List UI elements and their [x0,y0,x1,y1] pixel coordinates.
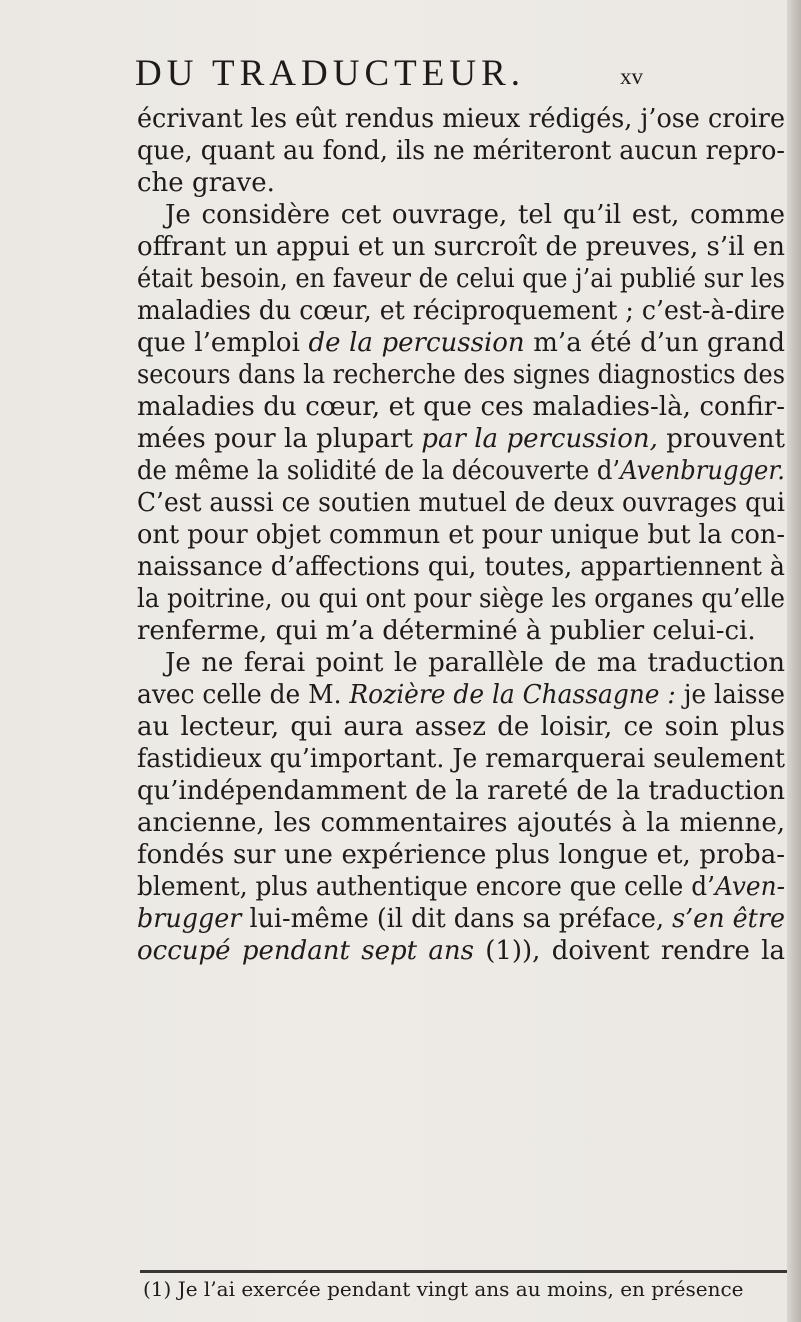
footnote: (1) Je l’ai exercée pendant vingt ans au moins, en présence [143,1277,744,1301]
text-line: était besoin, en faveur de celui que j’ai publié sur les [137,264,785,294]
page-number: xv [620,64,643,89]
footnote-rule [140,1270,787,1273]
text-line: Je ne ferai point le parallèle de ma traduction [165,648,785,678]
text-line: maladies du cœur, et que ces maladies-là, confir- [137,392,785,422]
text-line: secours dans la recherche des signes diagnostics des [137,360,785,390]
text-line: que l’emploi de la percussion m’a été d’un grand [137,328,786,358]
text-line: mées pour la plupart par la percussion, prouvent [137,424,785,454]
text-line: che grave. [137,168,275,198]
text-line: qu’indépendamment de la rareté de la traduction [137,776,785,806]
text-line: écrivant les eût rendus mieux rédigés, j’ose croire [137,104,785,134]
text-line: Je considère cet ouvrage, tel qu’il est, comme [165,200,785,230]
text-line: au lecteur, qui aura assez de loisir, ce soin plus [137,712,785,742]
running-title: DU TRADUCTEUR. [135,53,525,94]
text-line: brugger lui-même (il dit dans sa préface, s’en être [137,904,785,934]
text-line: fondés sur une expérience plus longue et, proba- [137,840,785,870]
text-line: renferme, qui m’a déterminé à publier celui-ci. [137,616,756,646]
text-line: C’est aussi ce soutien mutuel de deux ouvrages qui [137,488,785,518]
text-line: que, quant au fond, ils ne mériteront aucun repro- [137,136,785,166]
text-line: fastidieux qu’important. Je remarquerai seulement [137,744,785,774]
text-line: avec celle de M. Rozière de la Chassagne : je laisse [137,680,785,710]
text-line: ont pour objet commun et pour unique but la con- [137,520,785,550]
text-line: offrant un appui et un surcroît de preuves, s’il en [137,232,785,262]
text-line: ancienne, les commentaires ajoutés à la mienne, [137,808,785,838]
page-edge [787,0,801,1322]
text-line: naissance d’affections qui, toutes, appartiennent à [137,552,785,582]
text-line: maladies du cœur, et réciproquement ; c’est-à-dire [137,296,785,326]
text-line: la poitrine, ou qui ont pour siège les organes qu’elle [137,584,785,614]
text-line: blement, plus authentique encore que celle d’Aven- [137,872,785,902]
text-line: de même la solidité de la découverte d’Avenbrugger. [137,456,785,486]
text-line: occupé pendant sept ans (1)), doivent rendre la [137,936,785,966]
page-header [0,54,801,94]
